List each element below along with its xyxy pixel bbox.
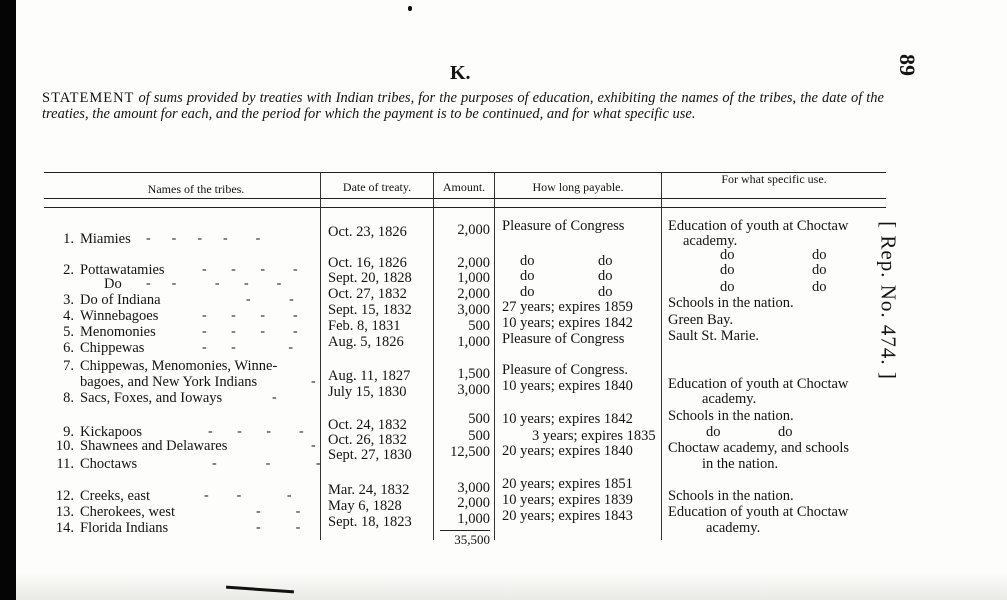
use-ditto: do bbox=[720, 262, 735, 278]
tribe-name: 3. Do of Indiana bbox=[63, 292, 161, 308]
page-shadow bbox=[16, 572, 1007, 600]
amount: 3,000 bbox=[457, 382, 490, 398]
specific-use-cont: academy. bbox=[702, 391, 757, 407]
leader-dashes: - - - bbox=[202, 340, 293, 355]
page-number: 89 bbox=[895, 54, 920, 76]
tribe-name: 12. Creeks, east bbox=[55, 488, 151, 504]
column-divider bbox=[320, 172, 321, 540]
amount: 1,000 bbox=[457, 334, 490, 350]
payable-period: 10 years; expires 1839 bbox=[502, 492, 633, 508]
treaty-date: Oct. 26, 1832 bbox=[328, 432, 407, 448]
specific-use: Schools in the nation. bbox=[668, 488, 794, 504]
tribe-name: 14. Florida Indians bbox=[55, 520, 169, 536]
header-use: For what specific use. bbox=[721, 172, 827, 186]
leader-dashes: - - - - - bbox=[146, 276, 282, 291]
payable-period: 10 years; expires 1842 bbox=[502, 411, 633, 427]
leader-dashes: - - - - - bbox=[146, 231, 261, 246]
payable-ditto: do bbox=[520, 268, 535, 284]
tribe-name: 1. Miamies bbox=[63, 231, 131, 247]
specific-use: Education of youth at Choctaw bbox=[668, 376, 849, 392]
use-ditto: do bbox=[812, 247, 827, 263]
treaty-date: Oct. 27, 1832 bbox=[328, 286, 407, 302]
leader-dashes: - - - - bbox=[202, 308, 298, 323]
payable-ditto: do bbox=[520, 253, 535, 269]
treaty-date: May 6, 1828 bbox=[328, 498, 402, 514]
tribe-name: 8. Sacs, Foxes, and Ioways bbox=[63, 390, 223, 406]
leader-dashes: - bbox=[272, 390, 277, 405]
header-date: Date of treaty. bbox=[342, 180, 412, 194]
treaty-date: Oct. 16, 1826 bbox=[328, 255, 407, 271]
treaty-date: Aug. 5, 1826 bbox=[328, 334, 404, 350]
amount: 1,500 bbox=[457, 366, 490, 382]
ink-mark bbox=[408, 6, 412, 11]
leader-dashes: - - - - bbox=[202, 324, 298, 339]
tribe-name: 10. Shawnees and Delawares bbox=[55, 438, 228, 454]
header-payable: How long payable. bbox=[532, 180, 624, 194]
amount: 2,000 bbox=[457, 222, 490, 238]
treaty-date: Feb. 8, 1831 bbox=[328, 318, 401, 334]
tribe-name: 13. Cherokees, west bbox=[55, 504, 176, 520]
total-amount: 35,500 bbox=[454, 532, 490, 547]
header-names: Names of the tribes. bbox=[147, 182, 245, 196]
tribe-name: Do bbox=[104, 276, 122, 292]
amount: 3,000 bbox=[457, 480, 490, 496]
leader-dashes: - bbox=[311, 374, 316, 389]
treaty-date: Sept. 27, 1830 bbox=[328, 447, 412, 463]
use-ditto: do bbox=[720, 279, 735, 295]
treaty-date: Aug. 11, 1827 bbox=[328, 368, 411, 384]
payable-period: 10 years; expires 1842 bbox=[502, 315, 633, 331]
statement-heading bbox=[42, 90, 884, 122]
total-rule bbox=[440, 530, 490, 531]
specific-use: Education of youth at Choctaw bbox=[668, 218, 849, 234]
payable-period: 10 years; expires 1840 bbox=[502, 378, 633, 394]
treaty-date: July 15, 1830 bbox=[328, 384, 407, 400]
leader-dashes: - - bbox=[256, 520, 301, 535]
treaty-date: Sept. 18, 1823 bbox=[328, 514, 412, 530]
payable-ditto: do bbox=[520, 284, 535, 300]
payable-period: 20 years; expires 1851 bbox=[502, 476, 633, 492]
payable-ditto: do bbox=[598, 268, 613, 284]
column-divider bbox=[494, 172, 495, 540]
tribe-name-cont: bagoes, and New York Indians bbox=[80, 374, 258, 390]
report-side-label: [ Rep. No. 474. ] bbox=[876, 221, 901, 380]
statement-lead: STATEMENT bbox=[42, 90, 135, 106]
use-ditto: do bbox=[720, 247, 735, 263]
scan-edge bbox=[0, 0, 16, 600]
payable-period: 20 years; expires 1843 bbox=[502, 508, 633, 524]
treaty-date: Mar. 24, 1832 bbox=[328, 482, 410, 498]
amount: 1,000 bbox=[457, 511, 490, 527]
payable-period: Pleasure of Congress bbox=[502, 218, 625, 234]
use-ditto: do bbox=[706, 424, 721, 440]
leader-dashes: - bbox=[311, 438, 316, 453]
tribe-name: 2. Pottawatamies bbox=[63, 262, 165, 278]
tribe-name: 11. Choctaws bbox=[56, 456, 138, 472]
leader-dashes: - - - - bbox=[202, 262, 298, 277]
leader-dashes: - - - - bbox=[208, 424, 304, 439]
use-ditto: do bbox=[812, 262, 827, 278]
leader-dashes: - - bbox=[256, 504, 301, 519]
payable-ditto: do bbox=[598, 253, 613, 269]
header-bottom-rule bbox=[44, 198, 886, 199]
amount: 3,000 bbox=[457, 302, 490, 318]
use-ditto: do bbox=[812, 279, 827, 295]
section-mark: K. bbox=[450, 62, 471, 84]
amount: 500 bbox=[468, 411, 490, 427]
amount: 1,000 bbox=[457, 270, 490, 286]
amount: 2,000 bbox=[457, 495, 490, 511]
tribe-name: 4. Winnebagoes bbox=[63, 308, 159, 324]
tribe-name: 5. Menomonies bbox=[63, 324, 156, 340]
amount: 2,000 bbox=[457, 255, 490, 271]
document-page bbox=[16, 0, 1007, 600]
treaty-date: Sept. 15, 1832 bbox=[328, 302, 412, 318]
specific-use: Green Bay. bbox=[668, 312, 734, 328]
treaty-date: Oct. 24, 1832 bbox=[328, 417, 407, 433]
header-amount: Amount. bbox=[442, 180, 486, 194]
tribe-name: 7. Chippewas, Menomonies, Winne- bbox=[63, 358, 278, 374]
payable-period: Pleasure of Congress. bbox=[502, 362, 629, 378]
payable-ditto: do bbox=[598, 284, 613, 300]
use-ditto: do bbox=[778, 424, 793, 440]
specific-use: Schools in the nation. bbox=[668, 408, 794, 424]
payable-period: 3 years; expires 1835 bbox=[532, 428, 656, 444]
tribe-name: 6. Chippewas bbox=[63, 340, 145, 356]
specific-use-cont: academy. bbox=[683, 233, 738, 249]
leader-dashes: - - - bbox=[204, 488, 292, 503]
amount: 500 bbox=[468, 428, 490, 444]
specific-use-cont: in the nation. bbox=[702, 456, 779, 472]
amount: 2,000 bbox=[457, 286, 490, 302]
amount: 500 bbox=[468, 318, 490, 334]
amount: 12,500 bbox=[450, 444, 490, 460]
leader-dashes: - - - bbox=[212, 456, 321, 471]
specific-use-cont: academy. bbox=[706, 520, 761, 536]
specific-use: Choctaw academy, and schools bbox=[668, 440, 850, 456]
column-divider bbox=[661, 172, 662, 540]
leader-dashes: - - bbox=[246, 292, 294, 307]
specific-use: Sault St. Marie. bbox=[668, 328, 760, 344]
payable-period: 27 years; expires 1859 bbox=[502, 299, 633, 315]
specific-use: Schools in the nation. bbox=[668, 295, 794, 311]
header-bottom-rule bbox=[44, 207, 886, 208]
treaty-date: Sept. 20, 1828 bbox=[328, 270, 412, 286]
specific-use: Education of youth at Choctaw bbox=[668, 504, 849, 520]
treaty-date: Oct. 23, 1826 bbox=[328, 224, 407, 240]
statement-text: of sums provided by treaties with Indian tribes, for the purposes of education, exhibiting the names of the tribes, the date of the treaties, the amount for each, and the period for which the payment is to be continued, and for what specific use. bbox=[42, 90, 884, 122]
payable-period: Pleasure of Congress bbox=[502, 331, 625, 347]
tribe-name: 9. Kickapoos bbox=[63, 424, 143, 440]
payable-period: 20 years; expires 1840 bbox=[502, 443, 633, 459]
